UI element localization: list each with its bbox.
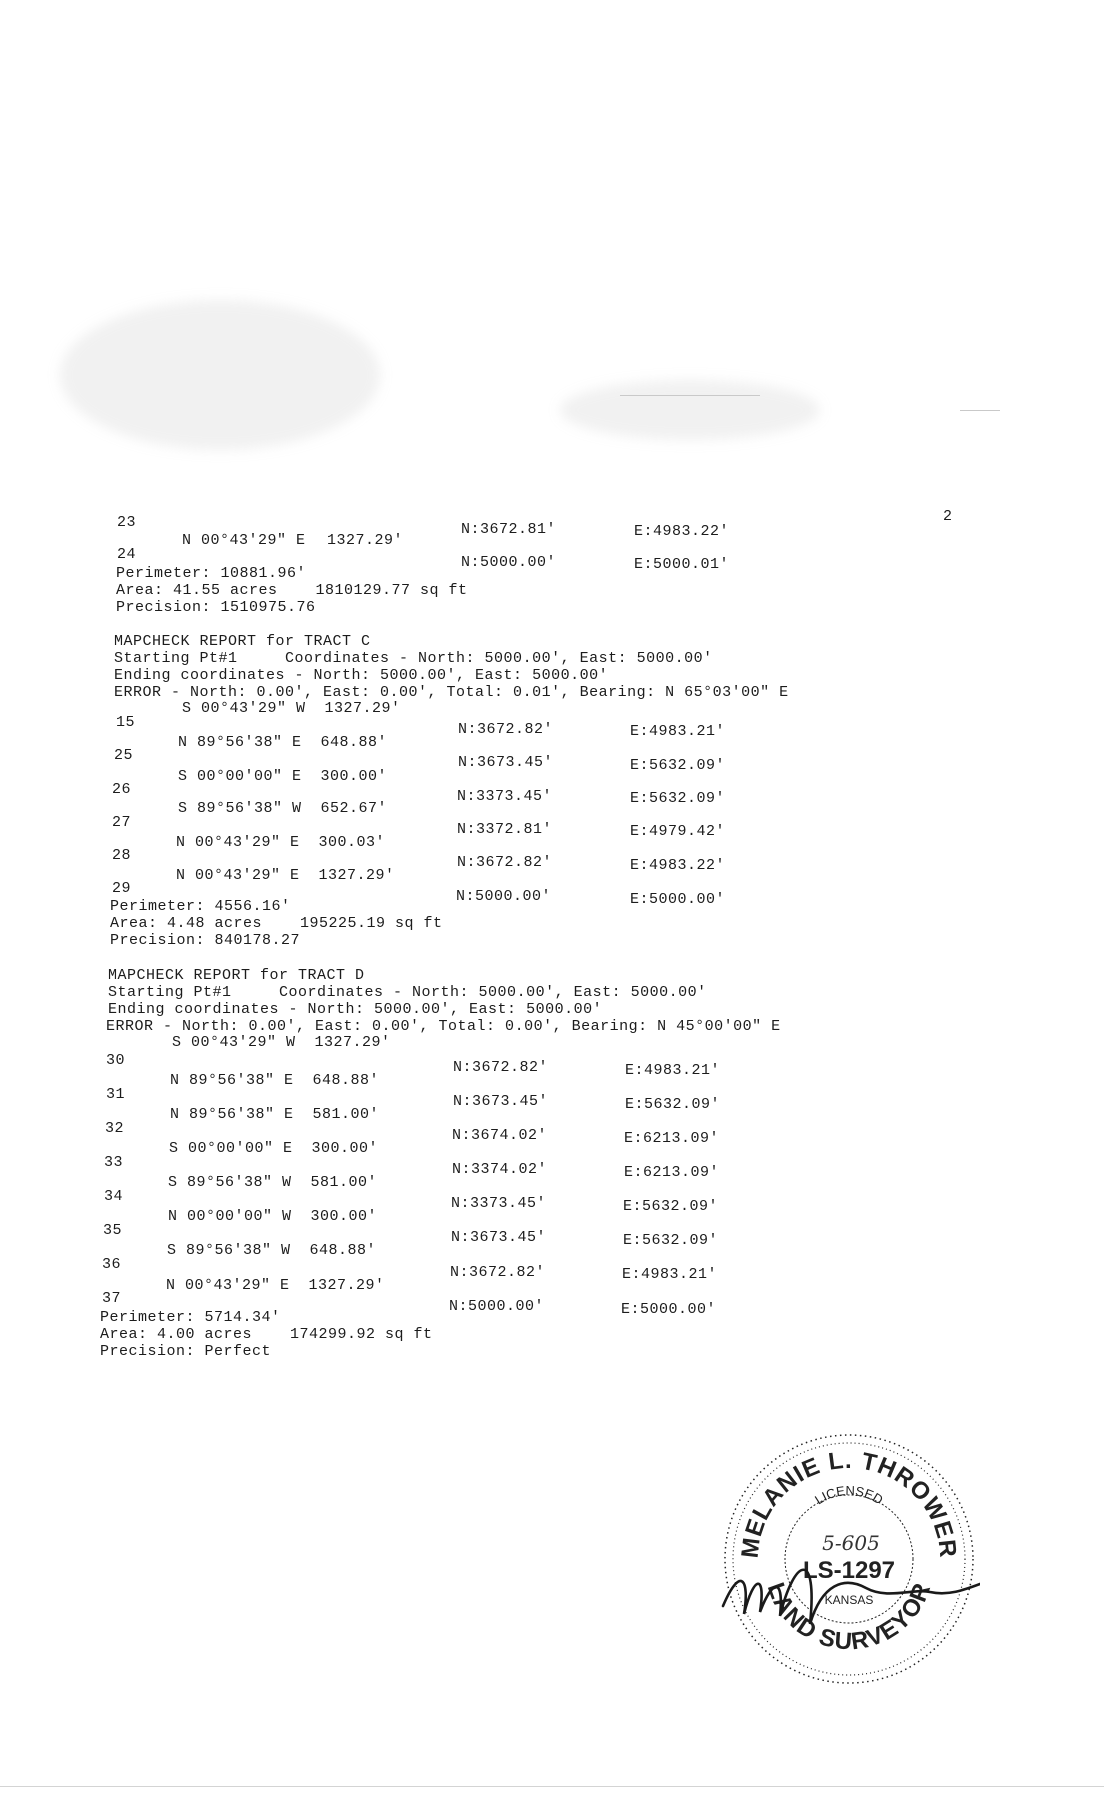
course-distance: 1327.29'	[327, 532, 404, 549]
page-number: 2	[943, 508, 953, 525]
point-number: 36	[102, 1256, 122, 1273]
east-coordinate: E:5000.00'	[621, 1301, 717, 1318]
east-coordinate: E:5632.09'	[623, 1198, 719, 1215]
course: N 00°43'29" E 1327.29'	[166, 1277, 385, 1294]
scan-edge-line	[0, 1786, 1104, 1787]
east-coordinate: E:4983.21'	[622, 1266, 718, 1283]
north-coordinate: N:3673.45'	[458, 754, 554, 771]
east-coordinate: E:5632.09'	[625, 1096, 721, 1113]
course: N 00°43'29" E 300.03'	[176, 834, 386, 851]
north-coordinate: N:3374.02'	[452, 1161, 548, 1178]
east-coordinate: E:4983.21'	[625, 1062, 721, 1079]
precision: Precision: Perfect	[100, 1343, 272, 1360]
east-coordinate: E:4983.21'	[630, 723, 726, 740]
ending-coordinates: Ending coordinates - North: 5000.00', East: 5000.00'	[114, 667, 609, 684]
scan-edge-line	[620, 395, 760, 396]
course: N 89°56'38" E 648.88'	[170, 1072, 380, 1089]
closure-error: ERROR - North: 0.00', East: 0.00', Total: 0.01', Bearing: N 65°03'00" E	[114, 684, 789, 701]
seal-profession: LAND SURVEYOR	[761, 1578, 937, 1656]
north-coordinate: N:3673.45'	[453, 1093, 549, 1110]
report-title: MAPCHECK REPORT for TRACT D	[108, 967, 365, 984]
course: S 89°56'38" W 581.00'	[168, 1174, 378, 1191]
point-number: 33	[104, 1154, 124, 1171]
area: Area: 4.48 acres 195225.19 sq ft	[110, 915, 443, 932]
point-number: 25	[114, 747, 134, 764]
point-number: 28	[112, 847, 132, 864]
east-coordinate: E:4983.22'	[630, 857, 726, 874]
north-coordinate: N:3672.82'	[458, 721, 554, 738]
north-coordinate: N:3672.81'	[461, 521, 557, 538]
point-number: 29	[112, 880, 132, 897]
first-course: S 00°43'29" W 1327.29'	[182, 700, 401, 717]
east-coordinate: E:5000.00'	[630, 891, 726, 908]
point-number: 32	[105, 1120, 125, 1137]
starting-point: Starting Pt#1 Coordinates - North: 5000.00', East: 5000.00'	[114, 650, 713, 667]
scan-smudge	[60, 300, 380, 450]
east-coordinate: E:4983.22'	[634, 523, 730, 540]
first-course: S 00°43'29" W 1327.29'	[172, 1034, 391, 1051]
course: N 89°56'38" E 648.88'	[178, 734, 388, 751]
course: S 00°00'00" E 300.00'	[169, 1140, 379, 1157]
course-bearing: N 00°43'29" E	[182, 532, 306, 549]
north-coordinate: N:3373.45'	[457, 788, 553, 805]
east-coordinate: E:5632.09'	[630, 757, 726, 774]
point-number: 15	[116, 714, 136, 731]
seal-license-number: LS-1297	[802, 1557, 896, 1584]
precision: Precision: 1510975.76	[116, 599, 316, 616]
point-number: 37	[102, 1290, 122, 1307]
area: Area: 41.55 acres 1810129.77 sq ft	[116, 582, 468, 599]
starting-point: Starting Pt#1 Coordinates - North: 5000.00', East: 5000.00'	[108, 984, 707, 1001]
ending-coordinates: Ending coordinates - North: 5000.00', East: 5000.00'	[108, 1001, 603, 1018]
seal-licensed: LICENSED	[812, 1482, 886, 1508]
seal-date: 5-605	[822, 1531, 880, 1555]
point-number: 30	[106, 1052, 126, 1069]
east-coordinate: E:6213.09'	[624, 1164, 720, 1181]
east-coordinate: E:5632.09'	[630, 790, 726, 807]
course: N 00°00'00" W 300.00'	[168, 1208, 378, 1225]
north-coordinate: N:3674.02'	[452, 1127, 548, 1144]
seal-name: MELANIE L. THROWER	[736, 1446, 962, 1560]
north-coordinate: N:3373.45'	[451, 1195, 547, 1212]
course: S 89°56'38" W 648.88'	[167, 1242, 377, 1259]
north-coordinate: N:3672.82'	[450, 1264, 546, 1281]
point-number: 31	[106, 1086, 126, 1103]
north-coordinate: N:3672.82'	[457, 854, 553, 871]
surveyor-seal	[718, 1428, 980, 1690]
east-coordinate: E:4979.42'	[630, 823, 726, 840]
point-number: 35	[103, 1222, 123, 1239]
east-coordinate: E:6213.09'	[624, 1130, 720, 1147]
perimeter: Perimeter: 5714.34'	[100, 1309, 281, 1326]
north-coordinate: N:5000.00'	[461, 554, 557, 571]
point-number: 34	[104, 1188, 124, 1205]
north-coordinate: N:3672.82'	[453, 1059, 549, 1076]
area: Area: 4.00 acres 174299.92 sq ft	[100, 1326, 433, 1343]
course: S 89°56'38" W 652.67'	[178, 800, 388, 817]
east-coordinate: E:5000.01'	[634, 556, 730, 573]
course: S 00°00'00" E 300.00'	[178, 768, 388, 785]
north-coordinate: N:5000.00'	[449, 1298, 545, 1315]
report-title: MAPCHECK REPORT for TRACT C	[114, 633, 371, 650]
north-coordinate: N:3372.81'	[457, 821, 553, 838]
closure-error: ERROR - North: 0.00', East: 0.00', Total: 0.00', Bearing: N 45°00'00" E	[106, 1018, 781, 1035]
precision: Precision: 840178.27	[110, 932, 301, 949]
point-number: 26	[112, 781, 132, 798]
east-coordinate: E:5632.09'	[623, 1232, 719, 1249]
scan-smudge	[560, 380, 820, 440]
scan-edge-line	[960, 410, 1000, 411]
north-coordinate: N:3673.45'	[451, 1229, 547, 1246]
seal-state: KANSAS	[824, 1593, 874, 1607]
point-number: 23	[117, 514, 137, 531]
perimeter: Perimeter: 4556.16'	[110, 898, 291, 915]
north-coordinate: N:5000.00'	[456, 888, 552, 905]
course: N 89°56'38" E 581.00'	[170, 1106, 380, 1123]
perimeter: Perimeter: 10881.96'	[116, 565, 307, 582]
course: N 00°43'29" E 1327.29'	[176, 867, 395, 884]
point-number: 24	[117, 546, 137, 563]
point-number: 27	[112, 814, 132, 831]
